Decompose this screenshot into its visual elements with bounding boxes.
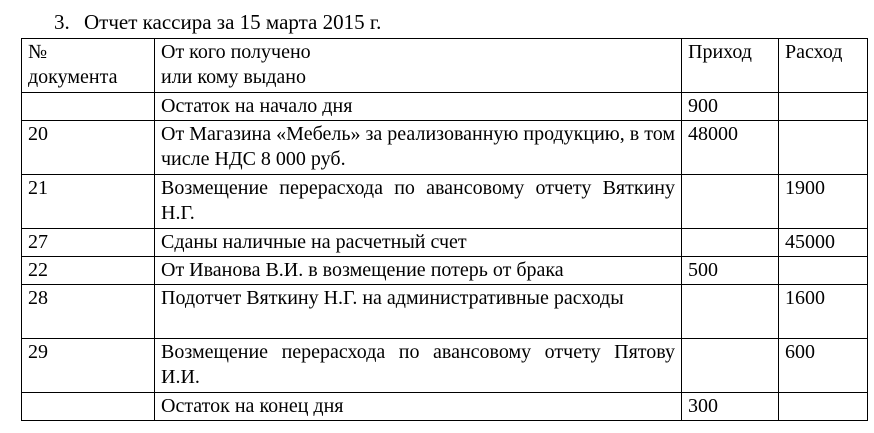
cell-income: [682, 339, 779, 393]
cell-desc: Сданы наличные на расчетный счет: [155, 229, 682, 257]
table-row: [22, 229, 868, 257]
cell-income: 900: [682, 93, 779, 121]
table-row: [22, 93, 868, 121]
cell-doc: 27: [22, 229, 155, 257]
cell-expense: 1900: [779, 175, 868, 229]
cell-income: [682, 285, 779, 339]
heading-number: 3.: [54, 10, 70, 34]
cell-expense: [779, 393, 868, 421]
table-row: [22, 285, 868, 339]
table-row: [22, 121, 868, 175]
cell-expense: [779, 257, 868, 285]
cell-doc: 21: [22, 175, 155, 229]
cell-income: 500: [682, 257, 779, 285]
cell-expense: [779, 93, 868, 121]
cell-desc: Возмещение перерасхода по авансовому отчету Вяткину Н.Г.: [155, 175, 682, 229]
cell-doc: 29: [22, 339, 155, 393]
document-heading: [54, 10, 381, 34]
table-row: [22, 175, 868, 229]
cell-doc: [22, 393, 155, 421]
cell-income: [682, 175, 779, 229]
cell-expense: 1600: [779, 285, 868, 339]
heading-title: Отчет кассира за 15 марта 2015 г.: [84, 10, 382, 34]
cell-expense: [779, 121, 868, 175]
header-doc-number: № документа: [22, 39, 155, 93]
cell-desc: От Иванова В.И. в возмещение потерь от брака: [155, 257, 682, 285]
cell-desc: От Магазина «Мебель» за реализованную продукцию, в том числе НДС 8 000 руб.: [155, 121, 682, 175]
cell-doc: 20: [22, 121, 155, 175]
cell-expense: 600: [779, 339, 868, 393]
cell-desc: Остаток на конец дня: [155, 393, 682, 421]
cell-income: [682, 229, 779, 257]
table-row: [22, 257, 868, 285]
header-income: Приход: [682, 39, 779, 93]
cell-doc: [22, 93, 155, 121]
cell-desc: Остаток на начало дня: [155, 93, 682, 121]
table-row: [22, 393, 868, 421]
header-from-whom: От кого получено или кому выдано: [155, 39, 682, 93]
cell-desc: Возмещение перерасхода по авансовому отчету Пятову И.И.: [155, 339, 682, 393]
cashier-report-table: [21, 38, 868, 421]
table-row: [22, 339, 868, 393]
cell-income: 48000: [682, 121, 779, 175]
cell-expense: 45000: [779, 229, 868, 257]
cell-desc: Подотчет Вяткину Н.Г. на административные расходы: [155, 285, 682, 339]
table-header-row: [22, 39, 868, 93]
cell-income: 300: [682, 393, 779, 421]
cell-doc: 28: [22, 285, 155, 339]
cell-doc: 22: [22, 257, 155, 285]
header-expense: Расход: [779, 39, 868, 93]
